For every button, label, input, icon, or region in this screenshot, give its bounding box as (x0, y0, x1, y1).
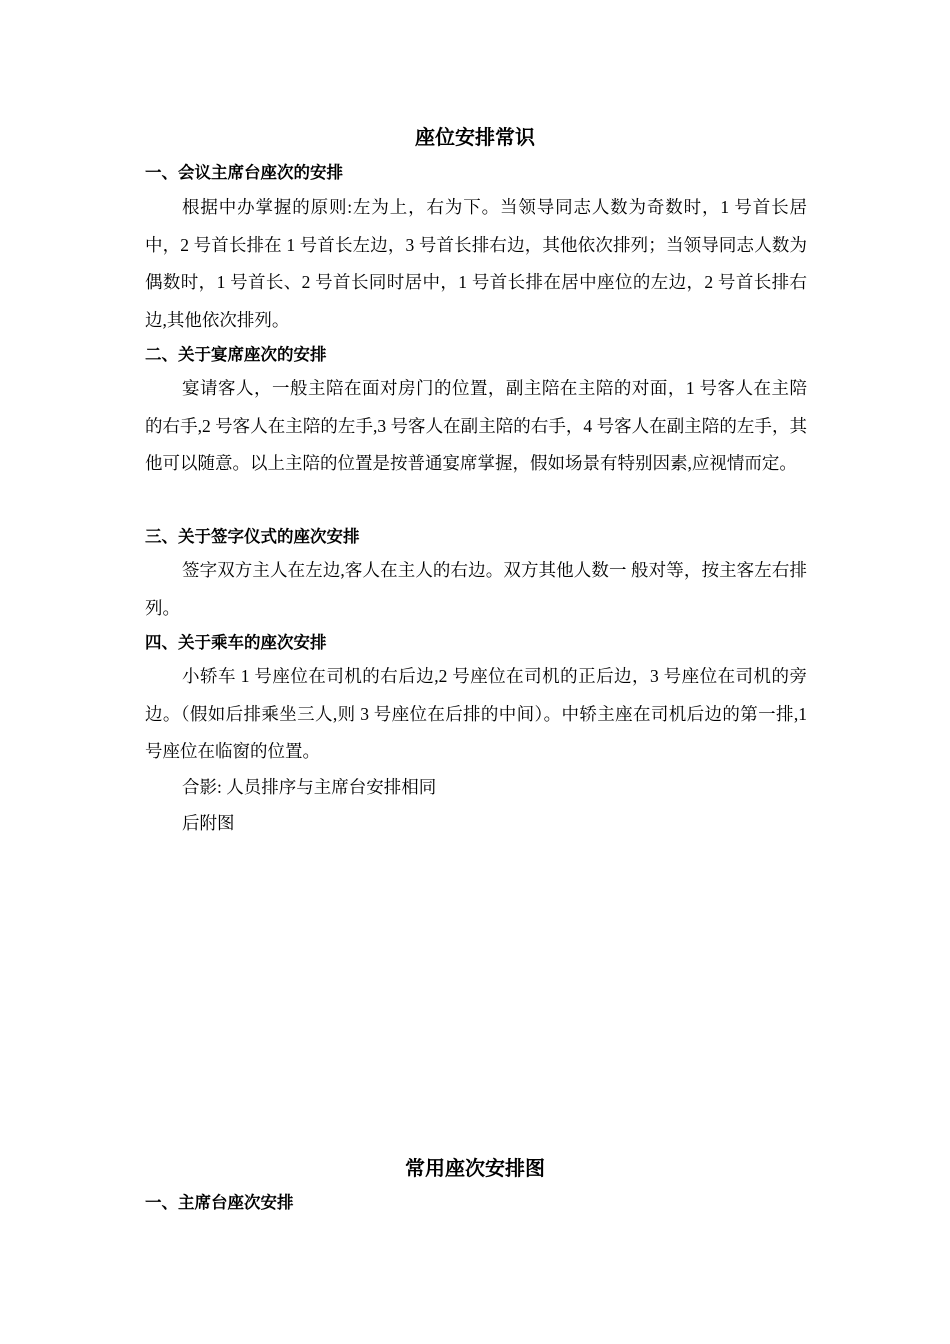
section-body-1: 根据中办掌握的原则:左为上，右为下。当领导同志人数为奇数时，1 号首长居中，2 号首长排在 1 号首长左边，3 号首长排右边，其他依次排列；当领导同志人数为偶数时，1 号首长、2 号首长同时居中，1 号首长排在居中座位的左边，2 号首长排右边,其他依次排列。 (145, 197, 807, 330)
section-heading-2: 二、关于宴席座次的安排 (145, 345, 327, 364)
section-heading-1: 一、会议主席台座次的安排 (145, 163, 343, 182)
note-attached: 后附图 (182, 813, 235, 833)
note-group-photo: 合影: 人员排序与主席台安排相同 (182, 777, 437, 797)
section-body-3: 签字双方主人在左边,客人在主人的右边。双方其他人数一 般对等，按主客左右排列。 (145, 560, 807, 618)
section-body-4: 小轿车 1 号座位在司机的右后边,2 号座位在司机的正后边，3 号座位在司机的旁边。（假如后排乘坐三人,则 3 号座位在后排的中间）。中轿主座在司机后边的第一排,1 号座位在临窗的位置。 (145, 666, 807, 761)
section-body-2: 宴请客人，一般主陪在面对房门的位置，副主陪在主陪的对面，1 号客人在主陪的右手,2 号客人在主陪的左手,3 号客人在副主陪的右手，4 号客人在副主陪的左手，其他可以随意。以上主陪的位置是按普通宴席掌握，假如场景有特别因素,应视情而定。 (145, 378, 807, 473)
page-title: 座位安排常识 (415, 125, 535, 149)
section-heading-3: 三、关于签字仪式的座次安排 (145, 527, 360, 546)
section-heading-4: 四、关于乘车的座次安排 (145, 633, 327, 652)
section-title-seating-diagrams: 常用座次安排图 (405, 1156, 545, 1180)
section-heading-podium: 一、主席台座次安排 (145, 1193, 294, 1212)
